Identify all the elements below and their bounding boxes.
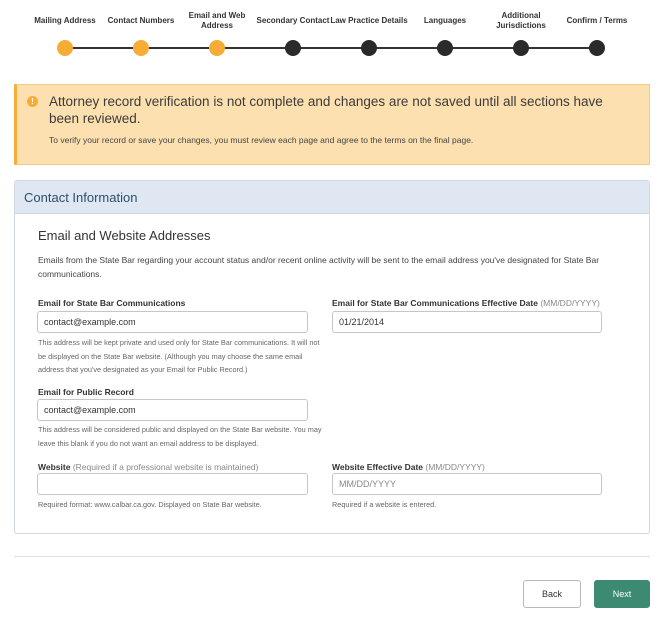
label-hint: (MM/DD/YYYY) bbox=[425, 462, 485, 472]
state-bar-email-input[interactable] bbox=[37, 311, 308, 333]
label-text: Website Effective Date bbox=[332, 462, 424, 472]
alert-title: Attorney record verification is not complete and changes are not saved until all sections have been reviewed. bbox=[49, 94, 603, 126]
state-bar-email-date-input[interactable] bbox=[332, 311, 602, 333]
state-bar-email-label bbox=[38, 298, 185, 308]
step-confirm-terms[interactable] bbox=[552, 10, 642, 56]
contact-information-panel bbox=[14, 180, 650, 534]
public-email-label bbox=[38, 387, 134, 397]
section-title: Email and Website Addresses bbox=[38, 228, 211, 243]
step-incomplete-dot bbox=[589, 40, 605, 56]
step-incomplete-dot bbox=[437, 40, 453, 56]
label-hint: (MM/DD/YYYY) bbox=[540, 298, 600, 308]
step-label: Secondary Contact bbox=[256, 16, 330, 25]
website-date-help: Required if a website is entered. bbox=[332, 500, 437, 509]
footer-divider bbox=[14, 556, 650, 557]
label-text: Email for State Bar Communications bbox=[38, 298, 186, 308]
next-button[interactable]: Next bbox=[594, 580, 650, 608]
state-bar-email-help: This address will be kept private and used only for State Bar communications. It will not be displayed on the State Bar website. (Although you may choose the same email address that you've designated as your Email for Public Record.) bbox=[38, 338, 320, 374]
step-complete-dot bbox=[209, 40, 225, 56]
website-label bbox=[38, 462, 259, 472]
website-date-input[interactable] bbox=[332, 473, 602, 495]
step-incomplete-dot bbox=[285, 40, 301, 56]
website-date-label bbox=[332, 462, 485, 472]
alert-body: To verify your record or save your changes, you must review each page and agree to the terms on the final page. bbox=[49, 135, 474, 145]
step-label: Law Practice Details bbox=[330, 16, 408, 25]
label-text: Website bbox=[38, 462, 71, 472]
label-text: Email for Public Record bbox=[38, 387, 134, 397]
step-label: Languages bbox=[423, 16, 467, 25]
step-label: Confirm / Terms bbox=[566, 16, 628, 25]
step-label: Contact Numbers bbox=[107, 16, 175, 25]
label-hint: (Required if a professional website is maintained) bbox=[72, 462, 259, 472]
step-incomplete-dot bbox=[513, 40, 529, 56]
website-help: Required format: www.calbar.ca.gov. Displayed on State Bar website. bbox=[38, 500, 262, 509]
public-email-help: This address will be considered public and displayed on the State Bar website. You may leave this blank if you do not want an email address to be displayed. bbox=[38, 425, 322, 448]
progress-stepper bbox=[0, 0, 670, 70]
verification-alert bbox=[14, 84, 650, 165]
step-complete-dot bbox=[57, 40, 73, 56]
state-bar-email-date-label bbox=[332, 298, 600, 308]
step-complete-dot bbox=[133, 40, 149, 56]
back-button[interactable]: Back bbox=[523, 580, 581, 608]
section-description: Emails from the State Bar regarding your account status and/or recent online activity will be sent to the email address you've designated for State Bar communications. bbox=[38, 255, 600, 279]
public-email-input[interactable] bbox=[37, 399, 308, 421]
website-input[interactable] bbox=[37, 473, 308, 495]
step-label: Additional Jurisdictions bbox=[496, 11, 546, 30]
step-label: Email and Web Address bbox=[188, 11, 246, 30]
label-text: Email for State Bar Communications Effective Date bbox=[332, 298, 538, 308]
info-icon: ! bbox=[27, 96, 38, 107]
step-label: Mailing Address bbox=[34, 16, 96, 25]
panel-header: Contact Information bbox=[15, 181, 649, 214]
step-incomplete-dot bbox=[361, 40, 377, 56]
